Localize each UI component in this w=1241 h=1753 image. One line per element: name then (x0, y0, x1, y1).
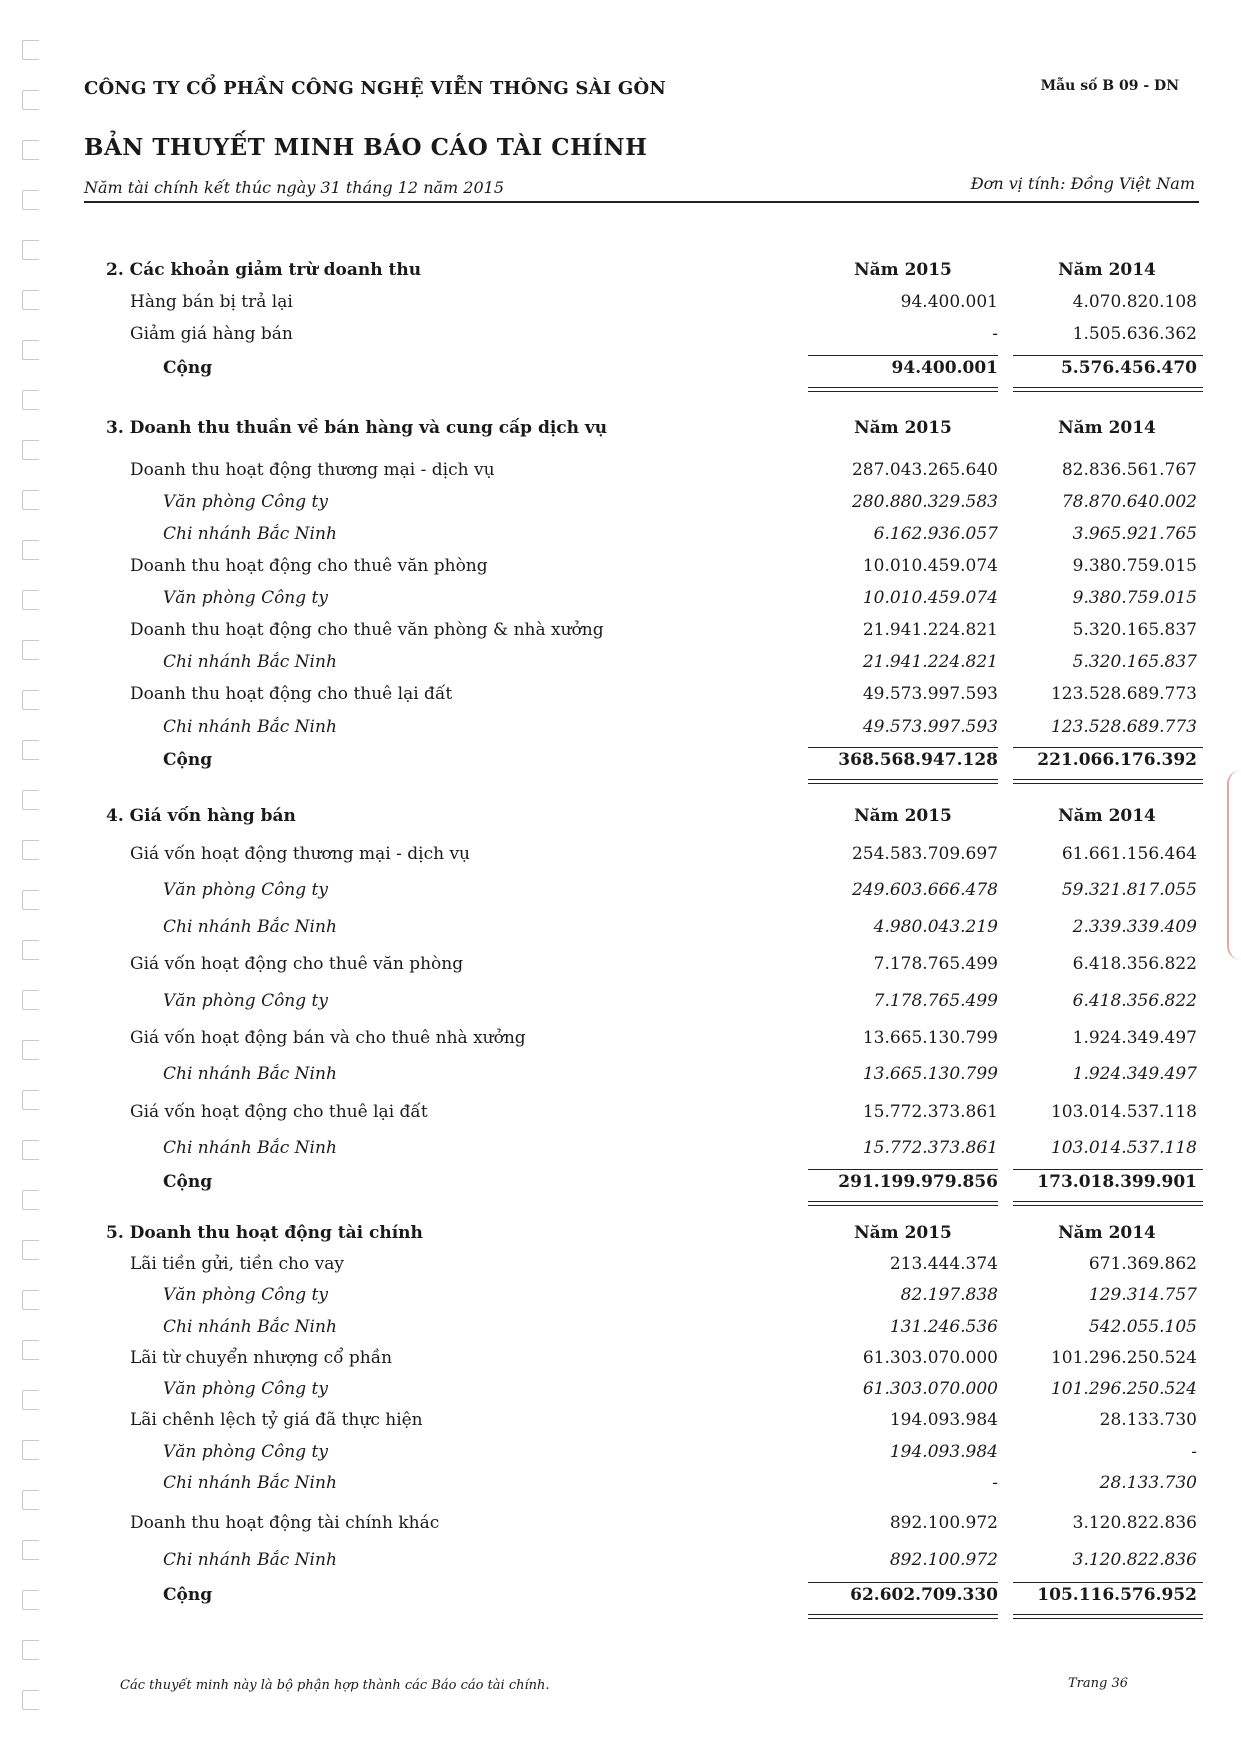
value-2015: 892.100.972 (889, 1513, 998, 1533)
section-title: 5. Doanh thu hoạt động tài chính (106, 1223, 423, 1243)
row-label: Cộng (163, 358, 213, 378)
total-double-rule (808, 387, 998, 392)
total-row (0, 1585, 1241, 1611)
section-header (0, 806, 1241, 832)
row-label: Chi nhánh Bắc Ninh (163, 1473, 337, 1493)
value-2015: 213.444.374 (889, 1254, 998, 1274)
value-2014: 4.070.820.108 (1072, 292, 1197, 312)
row-label: Giá vốn hoạt động bán và cho thuê nhà xưởng (130, 1028, 526, 1048)
table-row (0, 460, 1241, 486)
value-2014: 1.924.349.497 (1072, 1064, 1197, 1084)
value-2015: 7.178.765.499 (873, 991, 998, 1011)
value-2014: - (1191, 1442, 1197, 1462)
row-label: Chi nhánh Bắc Ninh (163, 1138, 337, 1158)
fiscal-year-subtitle: Năm tài chính kết thúc ngày 31 tháng 12 năm 2015 (84, 178, 505, 197)
row-label: Lãi chênh lệch tỷ giá đã thực hiện (130, 1410, 423, 1430)
row-label: Doanh thu hoạt động cho thuê văn phòng (130, 556, 488, 576)
table-row (0, 1442, 1241, 1468)
row-label: Lãi từ chuyển nhượng cổ phần (130, 1348, 393, 1368)
value-2014: 3.120.822.836 (1072, 1513, 1197, 1533)
value-2015: 291.199.979.856 (838, 1172, 998, 1192)
value-2014: 173.018.399.901 (1037, 1172, 1197, 1192)
value-2014: 6.418.356.822 (1072, 954, 1197, 974)
value-2014: 221.066.176.392 (1037, 750, 1197, 770)
value-2014: 105.116.576.952 (1037, 1585, 1197, 1605)
value-2014: 103.014.537.118 (1050, 1102, 1197, 1122)
row-label: Cộng (163, 1172, 213, 1192)
value-2015: 49.573.997.593 (862, 717, 998, 737)
company-name: CÔNG TY CỔ PHẦN CÔNG NGHỆ VIỄN THÔNG SÀI GÒN (84, 78, 666, 99)
table-row (0, 954, 1241, 980)
section-title: 4. Giá vốn hàng bán (106, 806, 296, 826)
value-2014: 671.369.862 (1088, 1254, 1197, 1274)
row-label: Văn phòng Công ty (163, 1442, 328, 1462)
value-2015: 10.010.459.074 (862, 556, 998, 576)
value-2014: 9.380.759.015 (1072, 588, 1197, 608)
row-label: Giá vốn hoạt động cho thuê lại đất (130, 1102, 428, 1122)
value-2014: 59.321.817.055 (1061, 880, 1197, 900)
value-2015: 94.400.001 (900, 292, 998, 312)
value-2015: 7.178.765.499 (873, 954, 998, 974)
table-row (0, 1473, 1241, 1499)
value-2015: 368.568.947.128 (838, 750, 998, 770)
value-2014: 5.320.165.837 (1072, 652, 1197, 672)
row-label: Văn phòng Công ty (163, 880, 328, 900)
value-2015: 10.010.459.074 (862, 588, 998, 608)
total-row (0, 1172, 1241, 1198)
total-double-rule (1013, 779, 1203, 784)
column-year-2014: Năm 2014 (1058, 418, 1156, 438)
value-2015: 4.980.043.219 (873, 917, 998, 937)
row-label: Doanh thu hoạt động cho thuê văn phòng & nhà xưởng (130, 620, 604, 640)
table-row (0, 1513, 1241, 1539)
subtotal-rule (808, 1582, 998, 1583)
row-label: Hàng bán bị trả lại (130, 292, 293, 312)
value-2014: 61.661.156.464 (1061, 844, 1197, 864)
table-row (0, 1285, 1241, 1311)
value-2014: 28.133.730 (1099, 1410, 1197, 1430)
row-label: Giá vốn hoạt động thương mại - dịch vụ (130, 844, 471, 864)
row-label: Doanh thu hoạt động tài chính khác (130, 1513, 440, 1533)
value-2015: 82.197.838 (900, 1285, 998, 1305)
value-2015: 94.400.001 (891, 358, 998, 378)
value-2015: 194.093.984 (889, 1410, 998, 1430)
value-2014: 28.133.730 (1099, 1473, 1197, 1493)
document-title: BẢN THUYẾT MINH BÁO CÁO TÀI CHÍNH (84, 134, 648, 161)
section-header (0, 260, 1241, 286)
total-row (0, 358, 1241, 384)
total-double-rule (808, 779, 998, 784)
column-year-2015: Năm 2015 (854, 260, 952, 280)
value-2014: 1.505.636.362 (1072, 324, 1197, 344)
table-row (0, 556, 1241, 582)
value-2015: 249.603.666.478 (851, 880, 998, 900)
table-row (0, 588, 1241, 614)
value-2014: 5.320.165.837 (1072, 620, 1197, 640)
subtotal-rule (1013, 1582, 1203, 1583)
value-2014: 78.870.640.002 (1061, 492, 1197, 512)
section-header (0, 418, 1241, 444)
value-2014: 103.014.537.118 (1050, 1138, 1197, 1158)
value-2015: 61.303.070.000 (862, 1379, 998, 1399)
table-row (0, 1254, 1241, 1280)
row-label: Lãi tiền gửi, tiền cho vay (130, 1254, 344, 1274)
column-year-2014: Năm 2014 (1058, 260, 1156, 280)
value-2015: 62.602.709.330 (850, 1585, 998, 1605)
total-double-rule (808, 1201, 998, 1206)
table-row (0, 1102, 1241, 1128)
total-row (0, 750, 1241, 776)
value-2014: 9.380.759.015 (1072, 556, 1197, 576)
row-label: Chi nhánh Bắc Ninh (163, 524, 337, 544)
table-row (0, 620, 1241, 646)
table-row (0, 1028, 1241, 1054)
form-code: Mẫu số B 09 - DN (1040, 78, 1179, 94)
table-row (0, 844, 1241, 870)
value-2015: 131.246.536 (889, 1317, 998, 1337)
row-label: Giá vốn hoạt động cho thuê văn phòng (130, 954, 464, 974)
table-row (0, 652, 1241, 678)
value-2015: 21.941.224.821 (862, 620, 998, 640)
value-2015: 61.303.070.000 (862, 1348, 998, 1368)
value-2014: 123.528.689.773 (1050, 684, 1197, 704)
row-label: Văn phòng Công ty (163, 1379, 328, 1399)
table-row (0, 1138, 1241, 1164)
value-2015: 15.772.373.861 (862, 1138, 998, 1158)
value-2014: 5.576.456.470 (1060, 358, 1197, 378)
footer-note: Các thuyết minh này là bộ phận hợp thành các Báo cáo tài chính. (120, 1678, 550, 1693)
row-label: Cộng (163, 1585, 213, 1605)
section-title: 2. Các khoản giảm trừ doanh thu (106, 260, 422, 280)
table-row (0, 717, 1241, 743)
column-year-2015: Năm 2015 (854, 806, 952, 826)
value-2015: 15.772.373.861 (862, 1102, 998, 1122)
total-double-rule (1013, 1201, 1203, 1206)
table-row (0, 324, 1241, 350)
row-label: Giảm giá hàng bán (130, 324, 293, 344)
row-label: Chi nhánh Bắc Ninh (163, 1550, 337, 1570)
column-year-2014: Năm 2014 (1058, 1223, 1156, 1243)
row-label: Doanh thu hoạt động thương mại - dịch vụ (130, 460, 495, 480)
row-label: Doanh thu hoạt động cho thuê lại đất (130, 684, 453, 704)
value-2014: 101.296.250.524 (1050, 1348, 1197, 1368)
value-2014: 123.528.689.773 (1050, 717, 1197, 737)
subtotal-rule (808, 355, 998, 356)
table-row (0, 1410, 1241, 1436)
table-row (0, 1550, 1241, 1576)
value-2015: 280.880.329.583 (851, 492, 998, 512)
value-2015: 6.162.936.057 (873, 524, 998, 544)
page-number: Trang 36 (1068, 1676, 1129, 1691)
value-2015: 13.665.130.799 (862, 1064, 998, 1084)
section-title: 3. Doanh thu thuần về bán hàng và cung cấp dịch vụ (106, 418, 608, 438)
total-double-rule (1013, 1614, 1203, 1619)
value-2014: 3.965.921.765 (1072, 524, 1197, 544)
table-row (0, 492, 1241, 518)
table-row (0, 524, 1241, 550)
value-2015: 287.043.265.640 (851, 460, 998, 480)
row-label: Văn phòng Công ty (163, 588, 328, 608)
total-double-rule (1013, 387, 1203, 392)
currency-unit: Đơn vị tính: Đồng Việt Nam (970, 174, 1195, 193)
value-2015: 194.093.984 (889, 1442, 998, 1462)
value-2014: 82.836.561.767 (1061, 460, 1197, 480)
table-row (0, 1064, 1241, 1090)
value-2015: - (992, 1473, 998, 1493)
table-row (0, 917, 1241, 943)
table-row (0, 684, 1241, 710)
value-2014: 1.924.349.497 (1072, 1028, 1197, 1048)
value-2015: 49.573.997.593 (862, 684, 998, 704)
value-2014: 129.314.757 (1088, 1285, 1197, 1305)
row-label: Văn phòng Công ty (163, 492, 328, 512)
table-row (0, 1348, 1241, 1374)
row-label: Chi nhánh Bắc Ninh (163, 1317, 337, 1337)
subtotal-rule (808, 747, 998, 748)
total-double-rule (808, 1614, 998, 1619)
value-2015: 13.665.130.799 (862, 1028, 998, 1048)
table-row (0, 991, 1241, 1017)
section-header (0, 1223, 1241, 1249)
value-2014: 6.418.356.822 (1072, 991, 1197, 1011)
value-2014: 3.120.822.836 (1072, 1550, 1197, 1570)
row-label: Chi nhánh Bắc Ninh (163, 917, 337, 937)
row-label: Cộng (163, 750, 213, 770)
table-row (0, 1317, 1241, 1343)
row-label: Chi nhánh Bắc Ninh (163, 717, 337, 737)
value-2015: 21.941.224.821 (862, 652, 998, 672)
value-2015: 254.583.709.697 (851, 844, 998, 864)
column-year-2015: Năm 2015 (854, 418, 952, 438)
value-2014: 101.296.250.524 (1050, 1379, 1197, 1399)
subtotal-rule (1013, 355, 1203, 356)
table-row (0, 880, 1241, 906)
row-label: Văn phòng Công ty (163, 991, 328, 1011)
row-label: Văn phòng Công ty (163, 1285, 328, 1305)
column-year-2014: Năm 2014 (1058, 806, 1156, 826)
value-2014: 2.339.339.409 (1072, 917, 1197, 937)
subtotal-rule (1013, 1169, 1203, 1170)
value-2014: 542.055.105 (1088, 1317, 1197, 1337)
row-label: Chi nhánh Bắc Ninh (163, 652, 337, 672)
subtotal-rule (1013, 747, 1203, 748)
column-year-2015: Năm 2015 (854, 1223, 952, 1243)
value-2015: - (992, 324, 998, 344)
table-row (0, 1379, 1241, 1405)
subtotal-rule (808, 1169, 998, 1170)
table-row (0, 292, 1241, 318)
row-label: Chi nhánh Bắc Ninh (163, 1064, 337, 1084)
value-2015: 892.100.972 (889, 1550, 998, 1570)
